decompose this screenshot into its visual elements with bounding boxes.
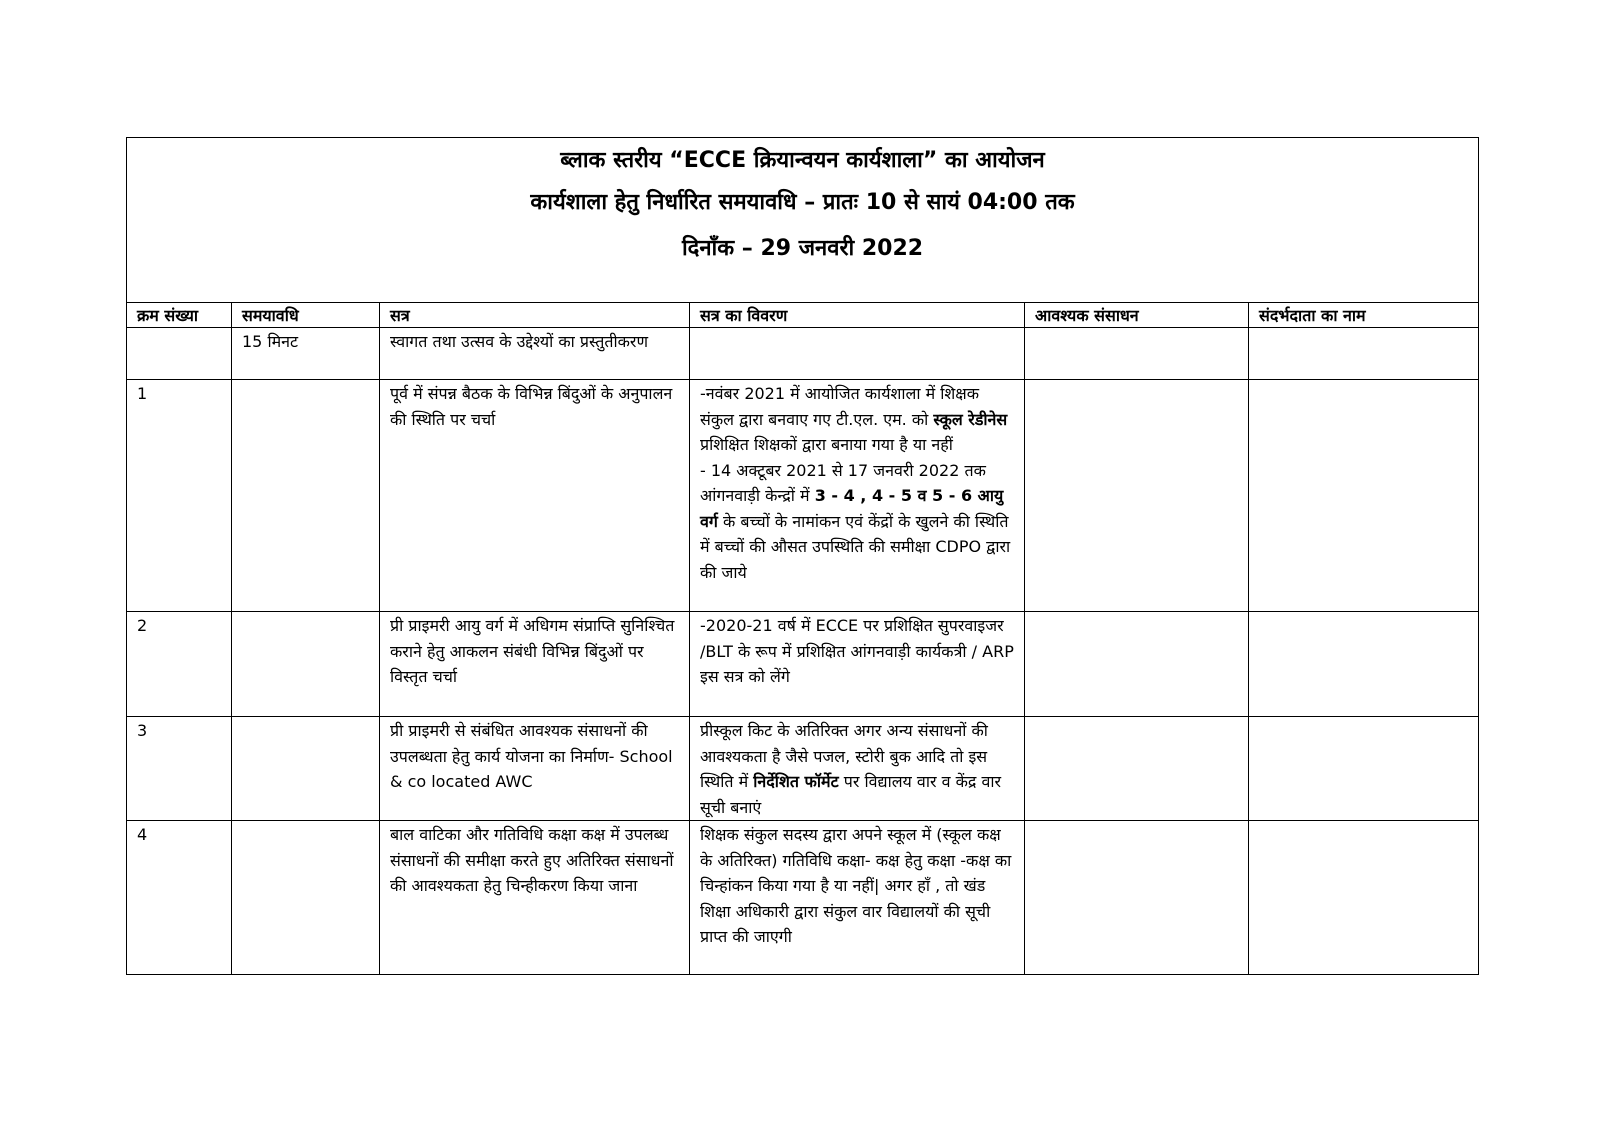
resources-cell [1025, 328, 1249, 380]
duration-cell [232, 717, 380, 821]
duration-cell [232, 612, 380, 717]
column-header-session: सत्र [380, 303, 690, 328]
table-row [127, 612, 1479, 717]
details-cell: शिक्षक संकुल सदस्य द्वारा अपने स्कूल में (स्कूल कक्ष के अतिरिक्त) गतिविधि कक्षा- कक्ष हेतु कक्षा -कक्ष का चिन्हांकन किया गया है या नहीं| अगर हाँ , तो खंड शिक्षा अधिकारी द्वारा संकुल वार विद्यालयों की सूची प्राप्त की जाएगी [690, 821, 1025, 975]
table-row [127, 380, 1479, 612]
details-text: प्रशिक्षित शिक्षकों द्वारा बनाया गया है या नहीं [700, 435, 953, 454]
workshop-timing: कार्यशाला हेतु निर्धारित समयावधि – प्रातः 10 से सायं 04:00 तक [530, 190, 1075, 215]
session-cell: प्री प्राइमरी से संबंधित आवश्यक संसाधनों की उपलब्धता हेतु कार्य योजना का निर्माण- School & co located AWC [380, 717, 690, 821]
details-bold-text: निर्देशित फॉर्मेट [753, 772, 839, 791]
table-row [127, 328, 1479, 380]
details-bold-text: 3 - 4 , 4 - 5 व 5 - 6 आयु वर्ग [700, 486, 1004, 531]
details-text: प्रीस्कूल किट के अतिरिक्त अगर अन्य संसाधनों की आवश्यकता है जैसे पजल, स्टोरी बुक आदि तो इस स्थिति में [700, 721, 988, 791]
resource-person-cell [1249, 821, 1479, 975]
details-cell [690, 328, 1025, 380]
duration-cell: 15 मिनट [232, 328, 380, 380]
resources-cell [1025, 821, 1249, 975]
details-text: पर विद्यालय वार व केंद्र वार सूची बनाएं [700, 772, 1002, 817]
title-block [127, 138, 1479, 303]
workshop-date: दिनाँक – 29 जनवरी 2022 [681, 236, 924, 261]
resource-person-cell [1249, 717, 1479, 821]
details-text: -नवंबर 2021 में आयोजित कार्यशाला में शिक्षक संकुल द्वारा बनवाए गए टी.एल. एम. को [700, 384, 980, 429]
resources-cell [1025, 380, 1249, 612]
column-header-resource-person: संदर्भदाता का नाम [1249, 303, 1479, 328]
serial-cell: 4 [127, 821, 232, 975]
details-bold-text: स्कूल रेडीनेस [933, 409, 1008, 429]
duration-cell [232, 380, 380, 612]
resource-person-cell [1249, 328, 1479, 380]
details-cell [690, 717, 1025, 821]
resources-cell [1025, 612, 1249, 717]
serial-cell: 1 [127, 380, 232, 612]
serial-cell [127, 328, 232, 380]
column-header-row [127, 303, 1479, 328]
duration-cell [232, 821, 380, 975]
session-cell: पूर्व में संपन्न बैठक के विभिन्न बिंदुओं के अनुपालन की स्थिति पर चर्चा [380, 380, 690, 612]
column-header-serial: क्रम संख्या [127, 303, 232, 328]
session-cell: प्री प्राइमरी आयु वर्ग में अधिगम संप्राप्ति सुनिश्चित कराने हेतु आकलन संबंधी विभिन्न बिंदुओं पर विस्तृत चर्चा [380, 612, 690, 717]
table-row [127, 717, 1479, 821]
column-header-resources: आवश्यक संसाधन [1025, 303, 1249, 328]
serial-cell: 2 [127, 612, 232, 717]
column-header-session-details: सत्र का विवरण [690, 303, 1025, 328]
serial-cell: 3 [127, 717, 232, 821]
resources-cell [1025, 717, 1249, 821]
session-cell: स्वागत तथा उत्सव के उद्देश्यों का प्रस्तुतीकरण [380, 328, 690, 380]
column-header-duration: समयावधि [232, 303, 380, 328]
details-text: के बच्चों के नामांकन एवं केंद्रों के खुलने की स्थिति में बच्चों की औसत उपस्थिति की समीक्षा CDPO द्वारा की जाये [700, 511, 1011, 582]
details-text: - 14 अक्टूबर 2021 से 17 जनवरी 2022 तक आंगनवाड़ी केन्द्रों में [700, 460, 986, 505]
title-row [127, 138, 1479, 303]
details-cell: -2020-21 वर्ष में ECCE पर प्रशिक्षित सुपरवाइजर /BLT के रूप में प्रशिक्षित आंगनवाड़ी कार्यकत्री / ARP इस सत्र को लेंगे [690, 612, 1025, 717]
resource-person-cell [1249, 380, 1479, 612]
document-title: ब्लाक स्तरीय “ECCE क्रियान्वयन कार्यशाला” का आयोजन [560, 148, 1045, 173]
session-cell: बाल वाटिका और गतिविधि कक्षा कक्ष में उपलब्ध संसाधनों की समीक्षा करते हुए अतिरिक्त संसाधनों की आवश्यकता हेतु चिन्हीकरण किया जाना [380, 821, 690, 975]
resource-person-cell [1249, 612, 1479, 717]
workshop-schedule-document [126, 137, 1478, 975]
details-cell [690, 380, 1025, 612]
schedule-table [126, 137, 1479, 975]
table-row [127, 821, 1479, 975]
